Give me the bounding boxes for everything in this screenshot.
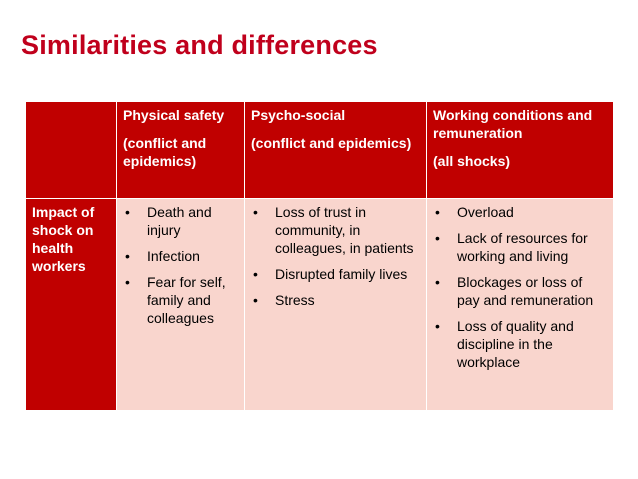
bullet-icon: • (125, 274, 130, 290)
bullet-list (123, 203, 238, 327)
bullet-icon: • (435, 230, 440, 246)
bullet-icon: • (435, 318, 440, 334)
working-conditions-cell (427, 199, 614, 411)
list-item (123, 247, 238, 265)
bullet-list (433, 203, 607, 371)
header-label: Working conditions and remuneration (433, 107, 593, 141)
slide-title: Similarities and differences (21, 30, 378, 60)
list-item-text: Loss of trust in community, in colleagues, in patients (275, 204, 414, 256)
list-item (123, 273, 238, 327)
physical-safety-cell (117, 199, 245, 411)
list-item-text: Death and injury (147, 204, 212, 238)
bullet-icon: • (253, 266, 258, 282)
list-item (251, 265, 420, 283)
corner-cell (26, 102, 117, 199)
bullet-icon: • (125, 204, 130, 220)
comparison-table (25, 101, 614, 411)
header-working-conditions (427, 102, 614, 199)
header-note: (conflict and epidemics) (251, 135, 412, 151)
list-item (433, 317, 607, 371)
list-item (433, 273, 607, 309)
bullet-icon: • (125, 248, 130, 264)
list-item (123, 203, 238, 239)
header-physical-safety (117, 102, 245, 199)
header-label: Physical safety (123, 107, 225, 123)
header-note: (all shocks) (433, 153, 511, 169)
list-item (251, 291, 420, 309)
bullet-icon: • (435, 204, 440, 220)
header-psycho-social (245, 102, 427, 199)
header-note: (conflict and epidemics) (123, 135, 207, 169)
bullet-icon: • (253, 292, 258, 308)
bullet-icon: • (435, 274, 440, 290)
list-item-text: Disrupted family lives (275, 266, 408, 282)
list-item (251, 203, 420, 257)
psycho-social-cell (245, 199, 427, 411)
list-item-text: Blockages or loss of pay and remuneration (457, 274, 594, 308)
bullet-list (251, 203, 420, 309)
list-item-text: Loss of quality and discipline in the workplace (457, 318, 574, 370)
header-label: Psycho-social (251, 107, 346, 123)
list-item (433, 229, 607, 265)
header-row (26, 102, 614, 199)
impact-row (26, 199, 614, 411)
row-label: Impact of shock on health workers (26, 199, 117, 411)
list-item-text: Fear for self, family and colleagues (147, 274, 226, 326)
bullet-icon: • (253, 204, 258, 220)
list-item-text: Infection (147, 248, 200, 264)
list-item (433, 203, 607, 221)
list-item-text: Lack of resources for working and living (457, 230, 588, 264)
list-item-text: Stress (275, 292, 315, 308)
list-item-text: Overload (457, 204, 514, 220)
